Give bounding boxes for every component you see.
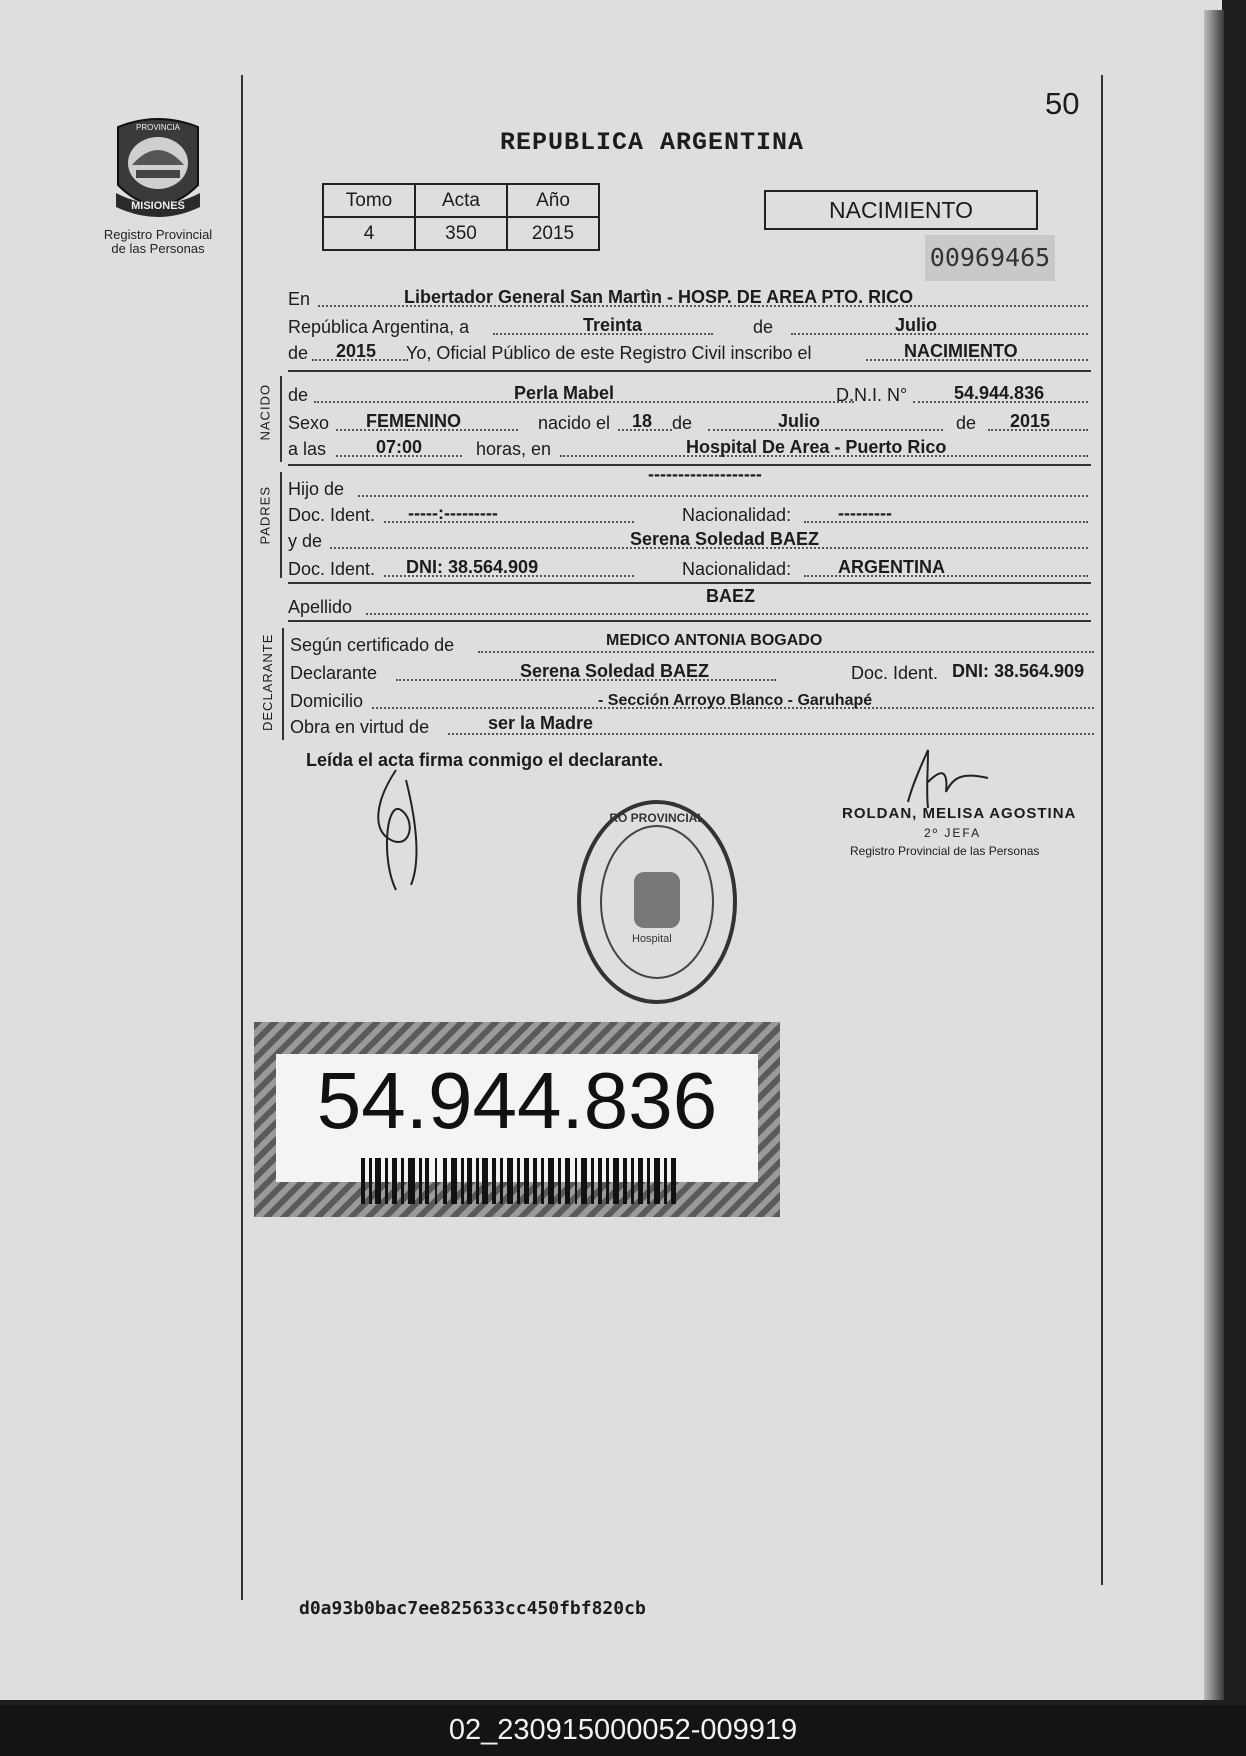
value-acta: 350 [415, 217, 507, 250]
value-hora: 07:00 [376, 437, 423, 457]
registry-table [322, 183, 600, 251]
label-nacionalidad-padre: Nacionalidad: [682, 505, 792, 525]
footer-id: 02_230915000052-009919 [0, 1705, 1246, 1756]
page-number: 50 [1045, 86, 1080, 121]
value-padre-nacionalidad: --------- [838, 503, 892, 523]
document-hash: d0a93b0bac7ee825633cc450fbf820cb [299, 1598, 646, 1619]
line-madre [288, 524, 1088, 554]
value-anio: 2015 [507, 217, 599, 250]
label-doc-ident-padre: Doc. Ident. [288, 505, 376, 525]
value-declarante-doc: DNI: 38.564.909 [952, 661, 1085, 681]
label-apellido: Apellido [288, 597, 353, 617]
label-nacionalidad-madre: Nacionalidad: [682, 559, 792, 579]
line-inscribo [288, 336, 1088, 366]
left-margin-rule [241, 75, 243, 1600]
label-doc-ident-declarante: Doc. Ident. [851, 663, 939, 683]
line-hora [288, 432, 1088, 462]
barcode-label [254, 1022, 780, 1217]
value-obra: ser la Madre [488, 713, 594, 733]
label-dni: D.N.I. N° [836, 385, 908, 405]
value-lugar-inscripcion: Libertador General San Martìn - HOSP. DE AREA PTO. RICO [404, 287, 914, 307]
document-title: REPUBLICA ARGENTINA [500, 128, 805, 157]
svg-text:RO PROVINCIAL: RO PROVINCIAL [609, 811, 705, 825]
logo-caption-line2: de las Personas [111, 241, 205, 256]
closing-text: Leída el acta firma conmigo el declarante. [306, 750, 664, 770]
label-a-las: a las [288, 439, 327, 459]
line-obra [288, 710, 1094, 740]
hospital-delegation-stamp [572, 792, 742, 1012]
value-declarante: Serena Soledad BAEZ [520, 661, 710, 681]
value-mes: Julio [895, 315, 938, 335]
label-nacido-el: nacido el [538, 413, 611, 433]
header-tomo: Tomo [323, 184, 415, 217]
header-anio: Año [507, 184, 599, 217]
value-madre-nacionalidad: ARGENTINA [838, 557, 945, 577]
line-apellido [288, 586, 1088, 620]
label-en: En [288, 289, 311, 309]
label-de-nombre: de [288, 385, 309, 405]
value-tomo: 4 [323, 217, 415, 250]
value-nombre: Perla Mabel [514, 383, 615, 403]
value-madre: Serena Soledad BAEZ [630, 529, 820, 549]
line-madre-doc [288, 552, 1088, 582]
value-padre: ------------------- [648, 464, 762, 484]
value-nac-mes: Julio [778, 411, 821, 431]
value-domicilio: - Sección Arroyo Blanco - Garuhapé [598, 692, 873, 709]
label-doc-ident-madre: Doc. Ident. [288, 559, 376, 579]
provincial-seal-logo [98, 115, 218, 225]
official-role: 2º JEFA [924, 826, 982, 840]
logo-caption-line1: Registro Provincial [103, 227, 213, 242]
label-obra-en-virtud: Obra en virtud de [290, 717, 430, 737]
official-signature [898, 742, 1008, 812]
label-domicilio: Domicilio [290, 691, 364, 711]
svg-text:PROVINCIA: PROVINCIA [135, 123, 181, 132]
line-certificado [288, 628, 1094, 658]
label-yo-oficial: Yo, Oficial Público de este Registro Civil inscribo el [406, 343, 812, 363]
value-apellido: BAEZ [706, 586, 755, 606]
line-nombre [288, 378, 1088, 408]
value-anio: 2015 [336, 341, 377, 361]
official-office: Registro Provincial de las Personas [850, 844, 1040, 858]
label-segun-certificado: Según certificado de [290, 635, 455, 655]
value-madre-doc: DNI: 38.564.909 [406, 557, 539, 577]
label-declarante: Declarante [290, 663, 378, 683]
label-horas-en: horas, en [476, 439, 552, 459]
label-y-de: y de [288, 531, 323, 551]
svg-text:Hospital: Hospital [632, 933, 672, 945]
value-dni: 54.944.836 [954, 383, 1045, 403]
label-de-nac-mes: de [672, 413, 693, 433]
label-de-anio: de [288, 343, 309, 363]
serial-number-stamp: 00969465 [925, 235, 1055, 281]
declarant-signature [366, 760, 446, 900]
header-acta: Acta [415, 184, 507, 217]
value-sexo: FEMENINO [366, 411, 462, 431]
line-declarante [288, 656, 1094, 686]
barcode-bars [361, 1158, 681, 1204]
page-edge-shadow [1204, 10, 1224, 1700]
side-label-padres: PADRES [257, 486, 273, 545]
label-de-nac-anio: de [956, 413, 977, 433]
logo-caption [88, 228, 228, 256]
label-sexo: Sexo [288, 413, 330, 433]
side-label-declarante: DECLARANTE [260, 633, 275, 731]
line-en [288, 282, 1088, 312]
side-label-nacido: NACIDO [257, 383, 273, 441]
official-name: ROLDAN, MELISA AGOSTINA [842, 805, 1077, 822]
label-hijo-de: Hijo de [288, 479, 345, 499]
value-inscribo: NACIMIENTO [904, 341, 1018, 361]
label-de-mes: de [753, 317, 774, 337]
svg-text:MISIONES: MISIONES [131, 200, 185, 212]
value-nac-anio: 2015 [1010, 411, 1051, 431]
right-margin-rule [1101, 75, 1103, 1585]
value-padre-doc: -----:--------- [408, 503, 498, 523]
barcode-number: 54.944.836 [316, 1056, 718, 1145]
act-type-box: NACIMIENTO [764, 190, 1038, 230]
label-republica: República Argentina, a [288, 317, 470, 337]
value-certificado: MEDICO ANTONIA BOGADO [606, 632, 823, 649]
value-lugar-nacimiento: Hospital De Area - Puerto Rico [686, 437, 947, 457]
value-nac-dia: 18 [632, 411, 653, 431]
value-dia: Treinta [583, 315, 643, 335]
